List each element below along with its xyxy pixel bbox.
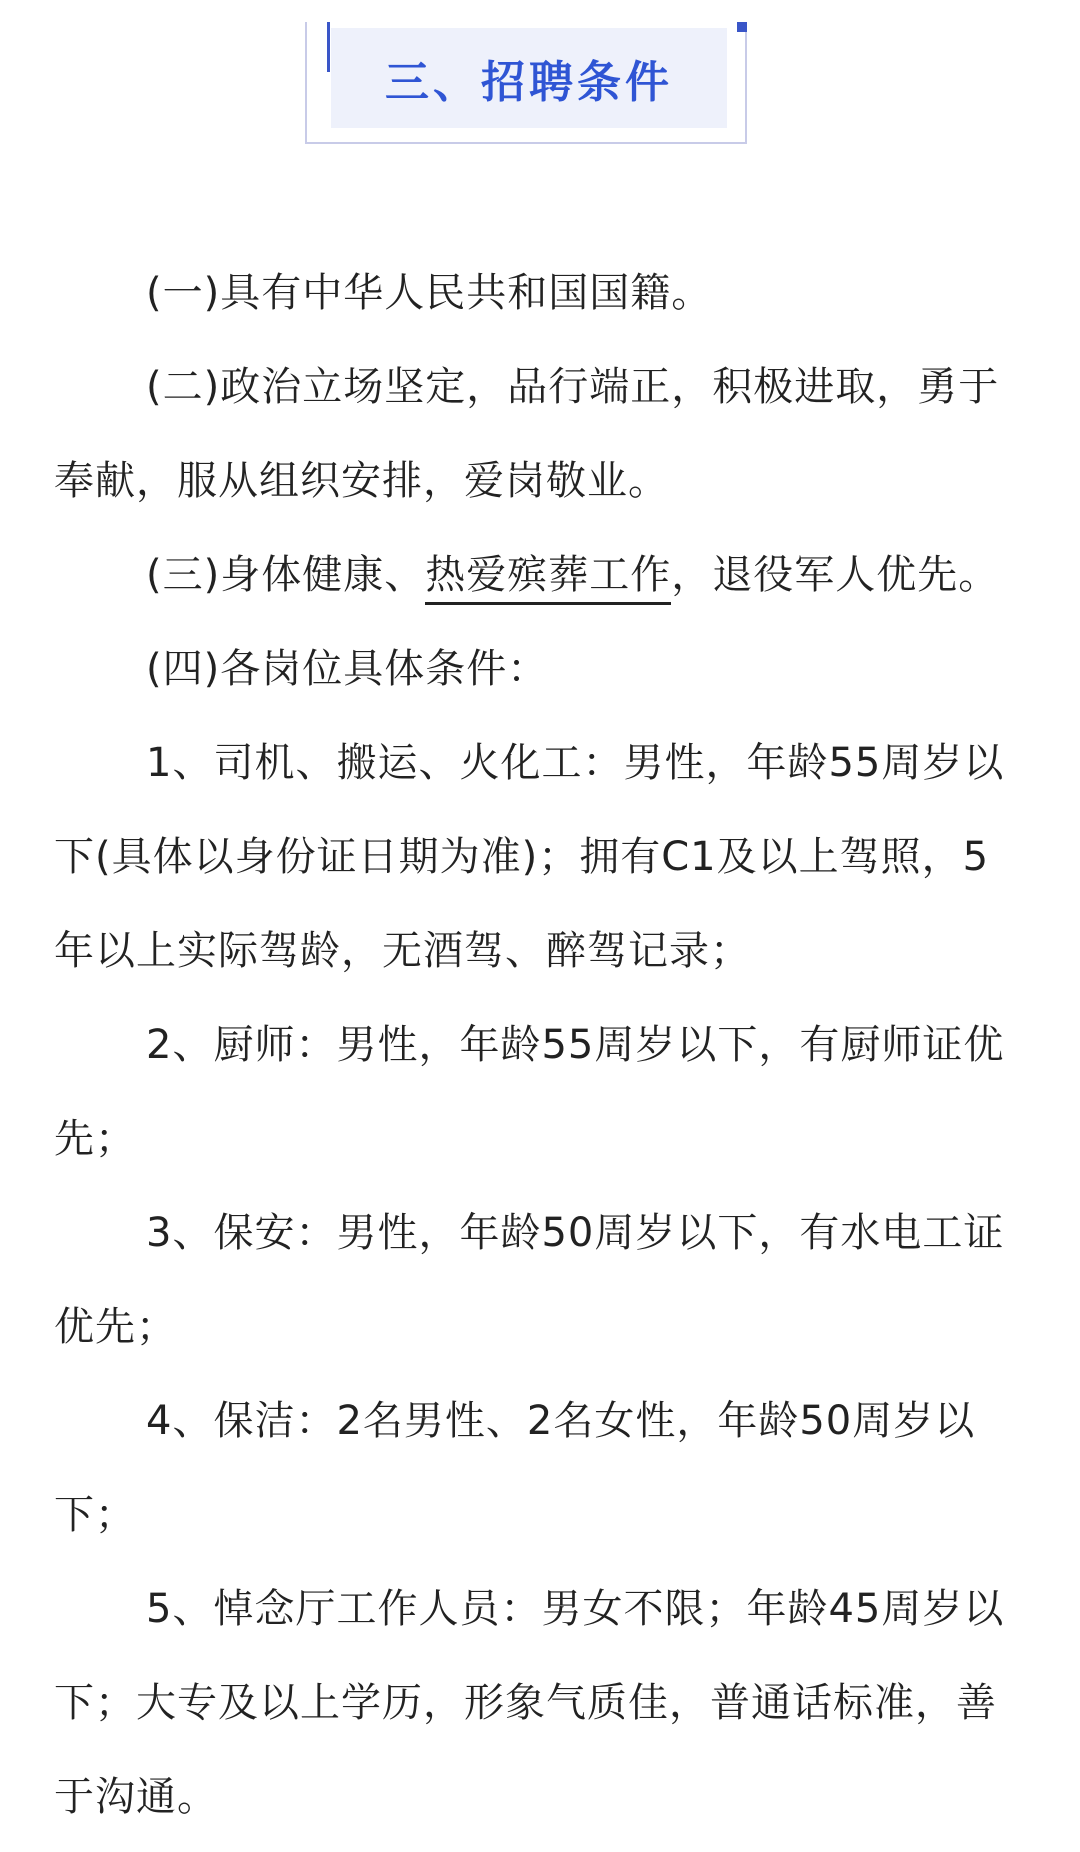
position-3: 3、保安：男性，年龄50周岁以下，有水电工证优先； <box>54 1210 1005 1350</box>
header-accent-bar <box>327 22 330 72</box>
condition-3 <box>54 528 1026 622</box>
condition-1: (一)具有中华人民共和国国籍。 <box>146 270 713 316</box>
condition-3-highlight: 热爱殡葬工作 <box>425 552 671 605</box>
condition-3-prefix: (三)身体健康、 <box>146 552 426 598</box>
header-accent-corner <box>737 22 747 32</box>
section-title: 三、招聘条件 <box>385 57 673 108</box>
position-4: 4、保洁：2名男性、2名女性，年龄50周岁以下； <box>54 1398 976 1538</box>
section-header <box>305 22 747 144</box>
position-5: 5、悼念厅工作人员：男女不限；年龄45周岁以下；大专及以上学历，形象气质佳，普通话标准，善于沟通。 <box>54 1586 1005 1820</box>
condition-2: (二)政治立场坚定，品行端正，积极进取，勇于奉献，服从组织安排，爱岗敬业。 <box>54 364 1000 504</box>
position-2: 2、厨师：男性，年龄55周岁以下，有厨师证优先； <box>54 1022 1005 1162</box>
condition-3-suffix: ，退役军人优先。 <box>671 552 1000 598</box>
section-title-box <box>331 28 727 128</box>
position-1: 1、司机、搬运、火化工：男性，年龄55周岁以下(具体以身份证日期为准)；拥有C1及以上驾照，5年以上实际驾龄，无酒驾、醉驾记录； <box>54 740 1005 974</box>
recruitment-conditions <box>54 246 1026 1844</box>
condition-4: (四)各岗位具体条件： <box>146 646 549 692</box>
